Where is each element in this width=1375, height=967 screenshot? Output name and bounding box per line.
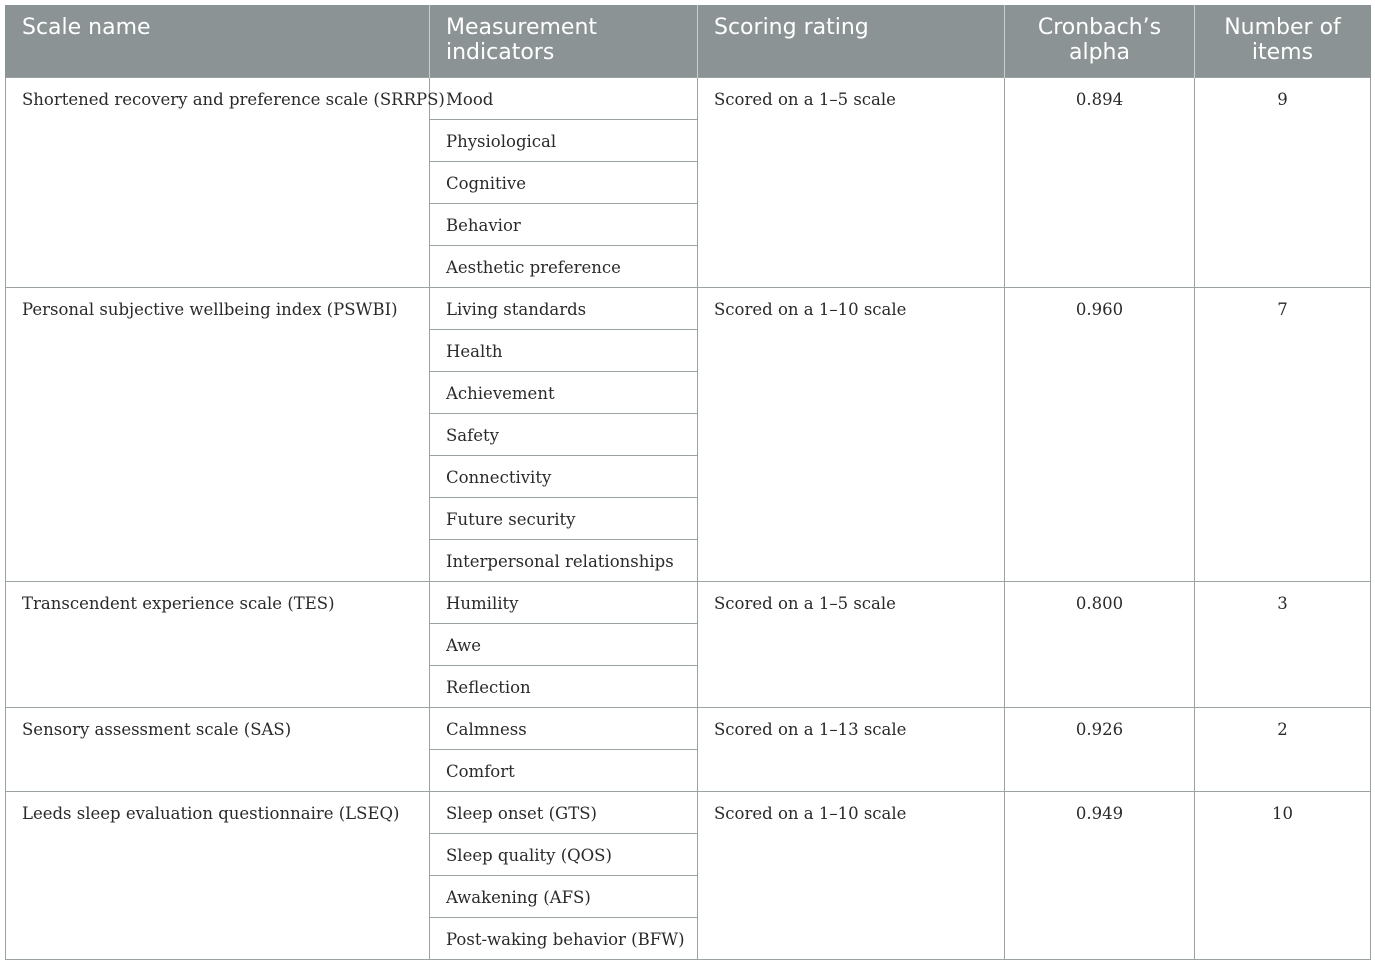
indicator-cell: Aesthetic preference: [430, 245, 698, 287]
indicator-cell: Post-waking behavior (BFW): [430, 917, 698, 959]
table-header: [6, 5, 1371, 77]
scoring-cell: Scored on a 1–10 scale: [698, 791, 1005, 959]
table-row: [6, 707, 1371, 749]
indicator-cell: Living standards: [430, 287, 698, 329]
indicator-cell: Connectivity: [430, 455, 698, 497]
scale-name-cell: Leeds sleep evaluation questionnaire (LSEQ): [6, 791, 430, 959]
scale-name-cell: Shortened recovery and preference scale (SRRPS): [6, 77, 430, 287]
items-cell: 3: [1195, 581, 1371, 707]
table-row: [6, 581, 1371, 623]
scales-table: [5, 5, 1371, 960]
indicator-cell: Sleep onset (GTS): [430, 791, 698, 833]
alpha-cell: 0.926: [1005, 707, 1195, 791]
scoring-cell: Scored on a 1–10 scale: [698, 287, 1005, 581]
table-row: [6, 791, 1371, 833]
table-body: [6, 77, 1371, 959]
scoring-cell: Scored on a 1–5 scale: [698, 77, 1005, 287]
indicator-cell: Physiological: [430, 119, 698, 161]
items-cell: 9: [1195, 77, 1371, 287]
indicator-cell: Safety: [430, 413, 698, 455]
indicator-cell: Health: [430, 329, 698, 371]
scoring-cell: Scored on a 1–13 scale: [698, 707, 1005, 791]
indicator-cell: Calmness: [430, 707, 698, 749]
indicator-cell: Future security: [430, 497, 698, 539]
alpha-cell: 0.949: [1005, 791, 1195, 959]
header-cronbach-alpha: Cronbach’s alpha: [1005, 5, 1195, 77]
indicator-cell: Cognitive: [430, 161, 698, 203]
alpha-cell: 0.800: [1005, 581, 1195, 707]
table-row: [6, 77, 1371, 119]
header-number-of-items: Number of items: [1195, 5, 1371, 77]
indicator-cell: Sleep quality (QOS): [430, 833, 698, 875]
indicator-cell: Awakening (AFS): [430, 875, 698, 917]
scoring-cell: Scored on a 1–5 scale: [698, 581, 1005, 707]
alpha-cell: 0.894: [1005, 77, 1195, 287]
scale-name-cell: Sensory assessment scale (SAS): [6, 707, 430, 791]
header-scale-name: Scale name: [6, 5, 430, 77]
header-scoring-rating: Scoring rating: [698, 5, 1005, 77]
indicator-cell: Humility: [430, 581, 698, 623]
indicator-cell: Mood: [430, 77, 698, 119]
indicator-cell: Reflection: [430, 665, 698, 707]
indicator-cell: Awe: [430, 623, 698, 665]
header-row: [6, 5, 1371, 77]
alpha-cell: 0.960: [1005, 287, 1195, 581]
indicator-cell: Comfort: [430, 749, 698, 791]
indicator-cell: Interpersonal relationships: [430, 539, 698, 581]
items-cell: 10: [1195, 791, 1371, 959]
table-row: [6, 287, 1371, 329]
scale-name-cell: Personal subjective wellbeing index (PSWBI): [6, 287, 430, 581]
scale-name-cell: Transcendent experience scale (TES): [6, 581, 430, 707]
items-cell: 7: [1195, 287, 1371, 581]
indicator-cell: Achievement: [430, 371, 698, 413]
indicator-cell: Behavior: [430, 203, 698, 245]
header-measurement-indicators: Measurement indicators: [430, 5, 698, 77]
items-cell: 2: [1195, 707, 1371, 791]
